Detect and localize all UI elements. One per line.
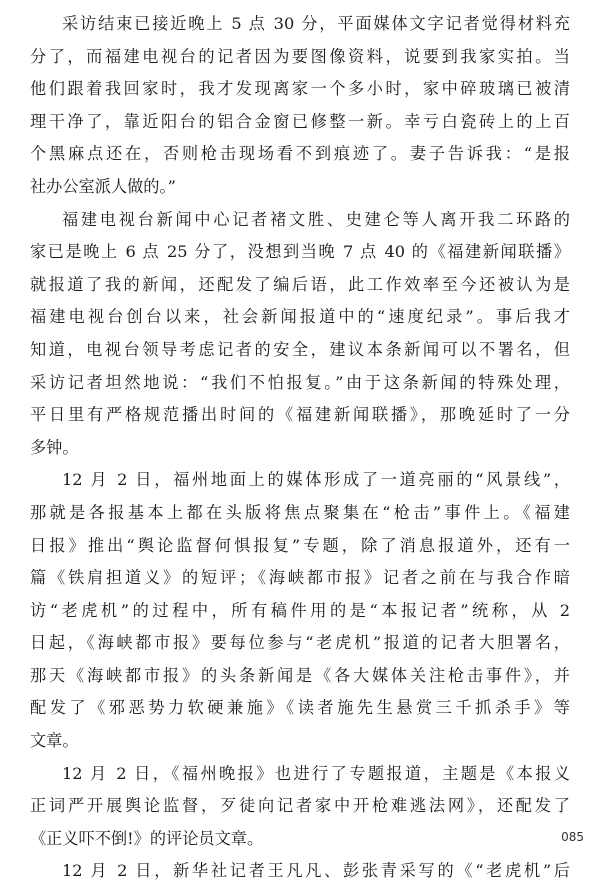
text-line: 日起，《海峡都市报》要每位参与“老虎机”报道的记者大胆署名， — [30, 633, 570, 653]
page-number: 085 — [561, 830, 584, 844]
paragraph-3 — [30, 464, 570, 757]
text-line: 就报道了我的新闻，还配发了编后语，此工作效率至今还被认为是 — [30, 274, 570, 294]
text-line: 那天《海峡都市报》的头条新闻是《各大媒体关注枪击事件》，并 — [30, 665, 570, 685]
text-line: 访“老虎机”的过程中，所有稿件用的是“本报记者”统称，从 2 — [30, 600, 570, 620]
text-line: 12 月 2 日，《福州晚报》也进行了专题报道，主题是《本报义 — [62, 763, 570, 783]
text-line: 平日里有严格规范播出时间的《福建新闻联播》，那晚延时了一分 — [30, 405, 570, 425]
paragraph-5 — [30, 855, 570, 888]
text-line: 《正义吓不倒!》的评论员文章。 — [30, 828, 264, 848]
text-line: 福建电视台创台以来，社会新闻报道中的“速度纪录”。事后我才 — [30, 307, 570, 327]
text-line: 他们跟着我回家时，我才发现离家一个多小时，家中碎玻璃已被清 — [30, 79, 570, 99]
text-line: 文章。 — [30, 731, 79, 751]
text-line: 知道，电视台领导考虑记者的安全，建议本条新闻可以不署名，但 — [30, 339, 570, 359]
text-line: 家已是晚上 6 点 25 分了，没想到当晚 7 点 40 的《福建新闻联播》 — [30, 242, 570, 262]
text-line: 12 月 2 日，新华社记者王凡凡、彭张青采写的《“老虎机”后 — [62, 861, 570, 881]
text-line: 多钟。 — [30, 437, 79, 457]
text-line: 个黑麻点还在，否则枪击现场看不到痕迹了。妻子告诉我：“是报 — [30, 144, 570, 164]
text-line: 福建电视台新闻中心记者褚文胜、史建仑等人离开我二环路的 — [62, 209, 570, 229]
text-line: 分了，而福建电视台的记者因为要图像资料，说要到我家实拍。当 — [30, 46, 570, 66]
text-line: 采访结束已接近晚上 5 点 30 分，平面媒体文字记者觉得材料充 — [62, 14, 570, 33]
text-line: 配发了《邪恶势力软硬兼施》《读者施先生悬赏三千抓杀手》等 — [30, 698, 570, 718]
text-line: 12 月 2 日，福州地面上的媒体形成了一道亮丽的“风景线”， — [62, 470, 570, 490]
paragraph-1 — [30, 8, 570, 204]
text-line: 正词严开展舆论监督，歹徒向记者家中开枪难逃法网》，还配发了 — [30, 796, 570, 816]
body-text — [30, 8, 570, 888]
text-line: 社办公室派人做的。” — [30, 176, 176, 196]
text-line: 篇《铁肩担道义》的短评；《海峡都市报》记者之前在与我合作暗 — [30, 568, 570, 588]
text-line: 日报》推出“舆论监督何惧报复”专题，除了消息报道外，还有一 — [30, 535, 570, 555]
text-line: 理干净了，靠近阳台的铝合金窗已修整一新。幸亏白瓷砖上的上百 — [30, 111, 570, 131]
paragraph-4 — [30, 758, 570, 856]
text-line: 采访记者坦然地说：“我们不怕报复。”由于这条新闻的特殊处理， — [30, 372, 570, 392]
paragraph-2 — [30, 204, 570, 465]
text-line: 那就是各报基本上都在头版将焦点聚集在“枪击”事件上。《福建 — [30, 502, 570, 522]
